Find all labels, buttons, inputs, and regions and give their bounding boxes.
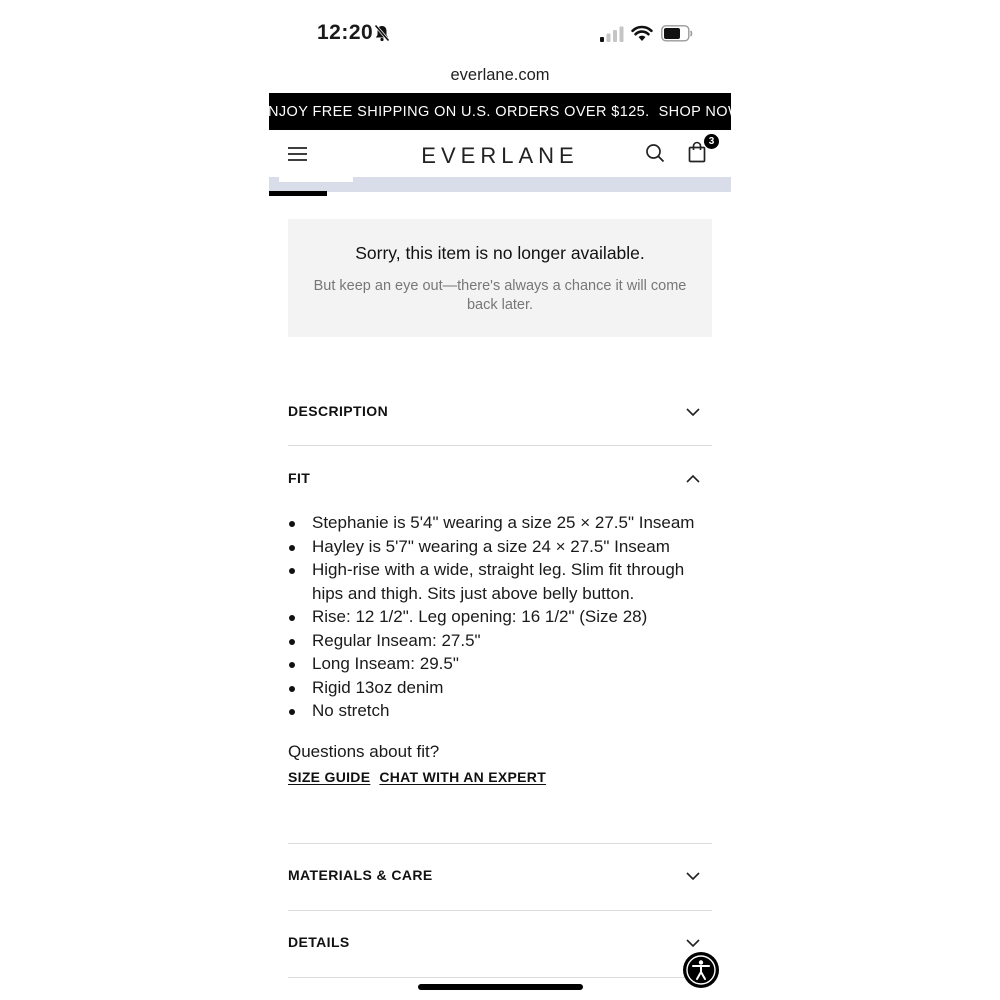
notice-text: But keep an eye out—there's always a chance it will come back later. [313, 278, 687, 313]
everlane-logo[interactable]: EVERLANE [421, 143, 579, 168]
accordion-description[interactable] [288, 403, 712, 423]
wifi-icon [631, 24, 653, 42]
list-item: Hayley is 5'7" wearing a size 24 × 27.5" Inseam [288, 535, 718, 559]
list-item: No stretch [288, 699, 718, 723]
chevron-down-icon [686, 408, 700, 416]
list-item: Long Inseam: 29.5" [288, 652, 718, 676]
cellular-signal-icon [600, 26, 624, 42]
chevron-up-icon [686, 475, 700, 483]
accordion-materials-care[interactable] [288, 867, 712, 887]
search-icon[interactable] [645, 143, 665, 163]
shop-now-link[interactable]: SHOP NOW [658, 103, 743, 120]
fit-question: Questions about fit? [288, 742, 440, 761]
accessibility-button[interactable] [683, 952, 719, 988]
site-header [269, 131, 731, 177]
status-time: 12:20 [317, 21, 374, 44]
accordion-details[interactable] [288, 934, 712, 954]
chevron-down-icon [686, 872, 700, 880]
phone-screen [257, 0, 743, 1000]
section-divider [288, 977, 712, 978]
section-divider [288, 910, 712, 911]
accordion-title-fit: FIT [288, 470, 311, 486]
unavailable-notice [288, 219, 712, 337]
promo-text: ENJOY FREE SHIPPING ON U.S. ORDERS OVER $125. [257, 103, 650, 120]
list-item: Regular Inseam: 27.5" [288, 629, 718, 653]
promo-banner[interactable] [257, 93, 743, 130]
chevron-down-icon [686, 939, 700, 947]
bell-slash-icon [373, 24, 391, 42]
accordion-fit[interactable] [288, 470, 712, 490]
browser-url[interactable]: everlane.com [450, 66, 550, 84]
notice-title: Sorry, this item is no longer available. [355, 243, 645, 263]
cart-count-badge: 3 [704, 134, 719, 149]
carousel-thumbnail [279, 177, 353, 182]
section-divider [288, 445, 712, 446]
home-indicator[interactable] [418, 984, 583, 990]
list-item: High-rise with a wide, straight leg. Slim fit through hips and thigh. Sits just above belly button. [288, 558, 718, 605]
carousel-progress-bar [269, 191, 327, 196]
list-item: Stephanie is 5'4" wearing a size 25 × 27.5" Inseam [288, 511, 718, 535]
fit-links [288, 769, 546, 785]
list-item: Rigid 13oz denim [288, 676, 718, 700]
fit-details-list [288, 511, 718, 723]
accessibility-icon [683, 952, 719, 988]
list-item: Rise: 12 1/2". Leg opening: 16 1/2" (Size 28) [288, 605, 718, 629]
chat-expert-link[interactable]: CHAT WITH AN EXPERT [379, 769, 547, 785]
battery-icon [661, 25, 693, 42]
accordion-title-description: DESCRIPTION [288, 403, 389, 419]
section-divider [288, 843, 712, 844]
accordion-title-materials: MATERIALS & CARE [288, 867, 433, 883]
size-guide-link[interactable]: SIZE GUIDE [288, 769, 371, 785]
status-bar [269, 0, 731, 62]
accordion-title-details: DETAILS [288, 934, 350, 950]
